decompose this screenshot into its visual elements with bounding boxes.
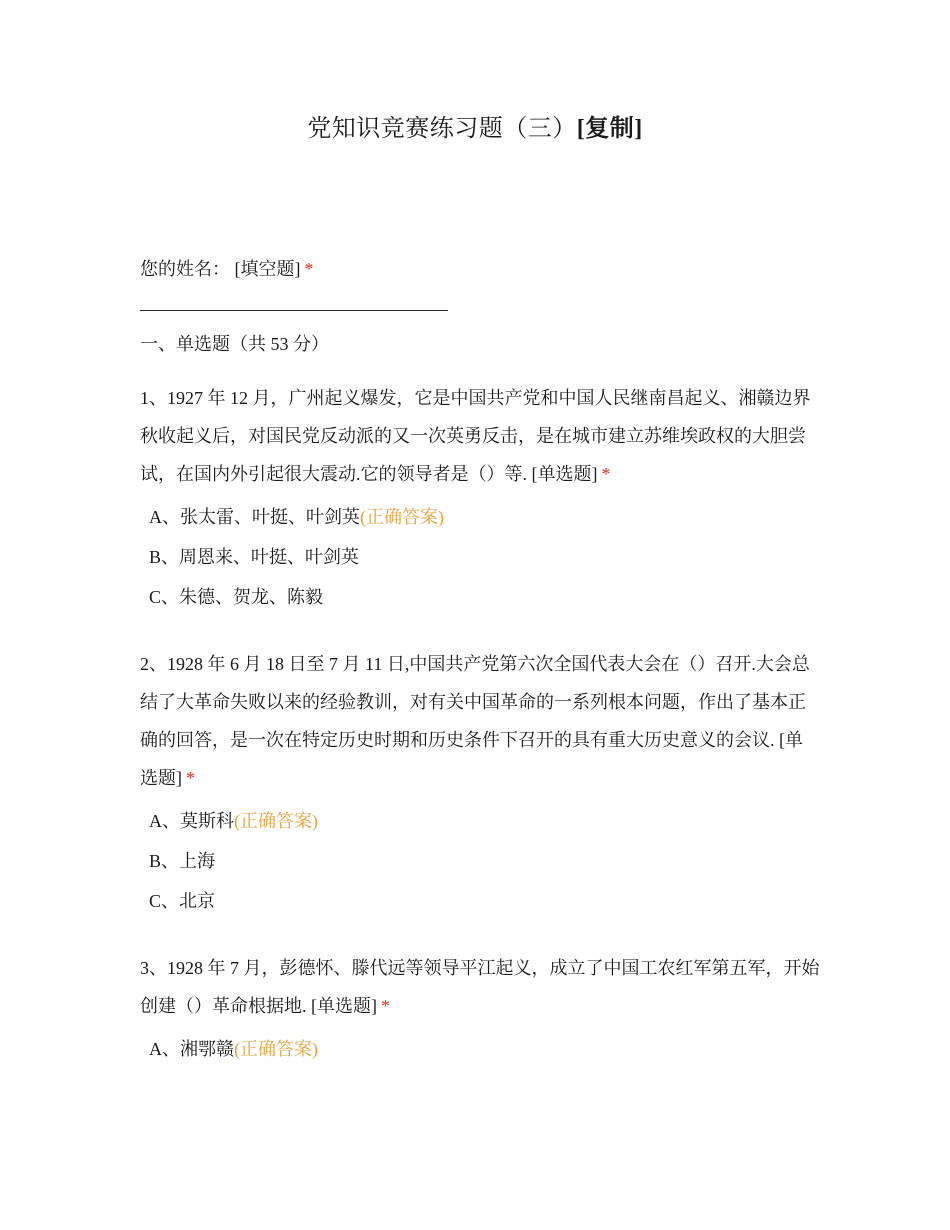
survey-content — [140, 250, 820, 1097]
question-3 — [140, 949, 820, 1069]
question-text — [140, 379, 820, 493]
option-a[interactable] — [149, 1029, 820, 1069]
question-stem: 2、1928 年 6 月 18 日至 7 月 11 日,中国共产党第六次全国代表大会在（）召开.大会总结了大革命失败以来的经验教训，对有关中国革命的一系列根本问题，作出了基本正确的回答，是一次在特定历史时期和历史条件下召开的具有重大历史意义的会议. — [140, 654, 810, 750]
correct-answer-tag: (正确答案) — [234, 1039, 318, 1059]
option-b[interactable] — [149, 537, 820, 577]
correct-answer-tag: (正确答案) — [234, 811, 318, 831]
name-input-line[interactable] — [140, 310, 448, 311]
option-c[interactable] — [149, 881, 820, 921]
option-label: C、北京 — [149, 891, 216, 911]
question-text — [140, 645, 820, 797]
correct-answer-tag: (正确答案) — [360, 507, 444, 527]
option-label: A、张太雷、叶挺、叶剑英 — [149, 507, 360, 527]
option-b[interactable] — [149, 841, 820, 881]
option-list — [140, 497, 820, 617]
question-type-tag: [单选题] — [531, 464, 598, 484]
title-suffix: [复制] — [576, 116, 643, 142]
required-mark: * — [381, 996, 390, 1016]
name-question — [140, 250, 820, 288]
option-list — [140, 1029, 820, 1069]
option-a[interactable] — [149, 801, 820, 841]
option-label: A、湘鄂赣 — [149, 1039, 234, 1059]
required-mark: * — [601, 464, 611, 484]
option-a[interactable] — [149, 497, 820, 537]
title-main: 党知识竞赛练习题（三） — [307, 116, 577, 142]
option-list — [140, 801, 820, 921]
option-label: C、朱德、贺龙、陈毅 — [149, 587, 324, 607]
option-label: A、莫斯科 — [149, 811, 234, 831]
page-title — [0, 108, 950, 143]
section-heading: 一、单选题（共 53 分） — [140, 334, 329, 354]
question-type-tag: [单选题] — [140, 730, 803, 788]
option-label: B、上海 — [149, 851, 216, 871]
required-mark: * — [186, 768, 195, 788]
question-text — [140, 949, 820, 1025]
question-2 — [140, 645, 820, 921]
name-type-tag: [填空题] — [234, 259, 301, 279]
question-type-tag: [单选题] — [311, 996, 377, 1016]
required-mark: * — [304, 259, 314, 279]
question-stem: 1、1927 年 12 月，广州起义爆发，它是中国共产党和中国人民继南昌起义、湘赣边界秋收起义后，对国民党反动派的又一次英勇反击，是在城市建立苏维埃政权的大胆尝试，在国内外引起很大震动.它的领导者是（）等. — [140, 388, 811, 484]
name-label: 您的姓名： — [140, 259, 230, 279]
option-c[interactable] — [149, 577, 820, 617]
question-1 — [140, 379, 820, 617]
option-label: B、周恩来、叶挺、叶剑英 — [149, 547, 360, 567]
question-stem: 3、1928 年 7 月，彭德怀、滕代远等领导平江起义，成立了中国工农红军第五军，开始创建（）革命根据地. — [140, 958, 820, 1016]
